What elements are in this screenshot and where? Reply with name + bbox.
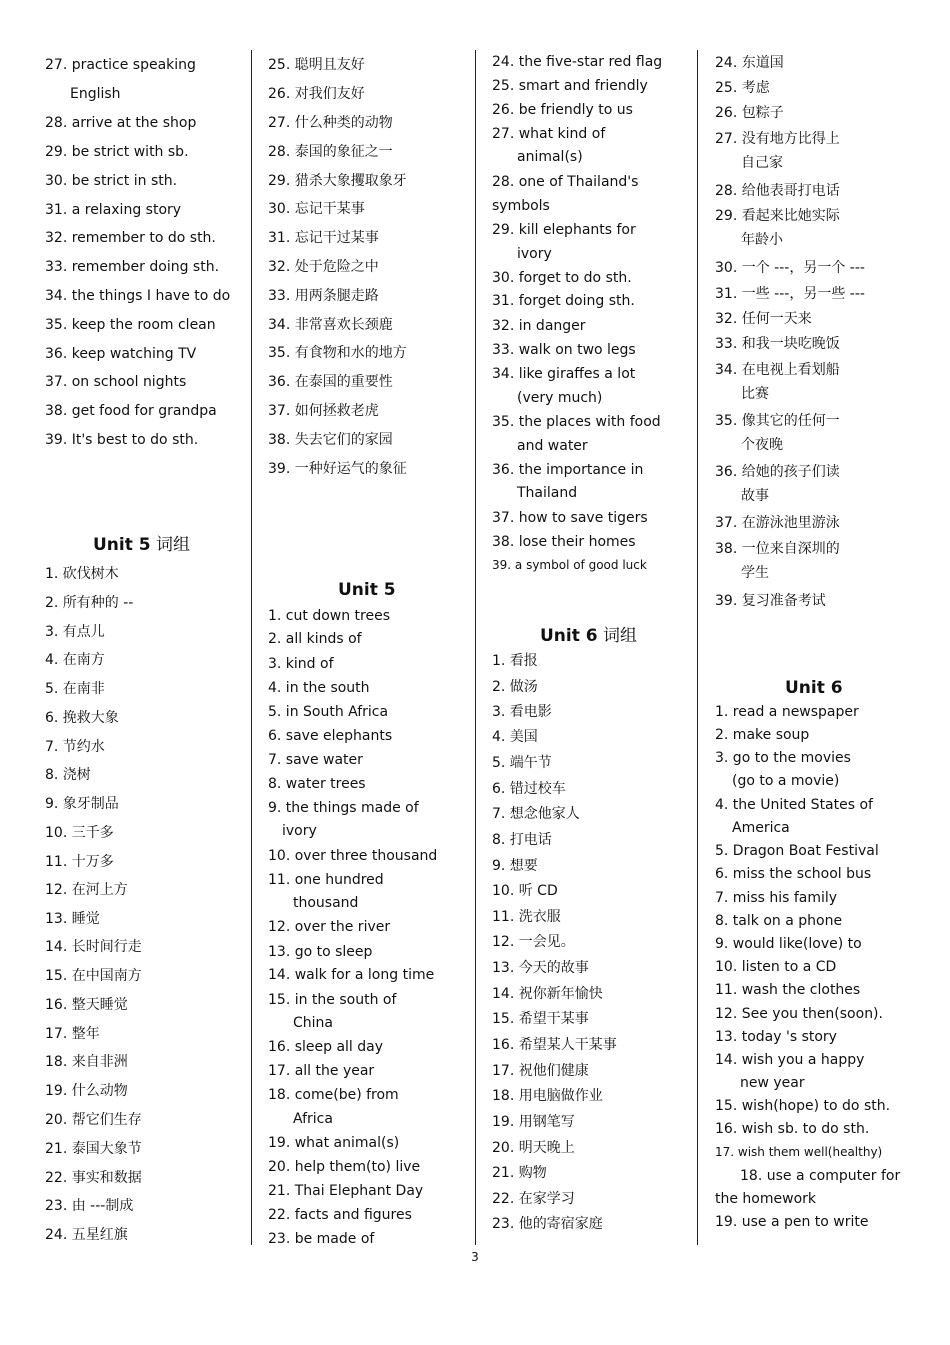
divider-1 bbox=[251, 50, 252, 1245]
list-item: 1. 砍伐树木 bbox=[45, 566, 119, 582]
list-item: 36. the importance in bbox=[492, 462, 644, 478]
list-item: 1. read a newspaper bbox=[715, 704, 859, 720]
list-item: 7. miss his family bbox=[715, 890, 838, 906]
list-item: 25. 聪明且友好 bbox=[268, 57, 365, 73]
list-item: 4. 美国 bbox=[492, 729, 538, 745]
section-heading-en: Unit 5 bbox=[93, 535, 151, 555]
list-item: 2. make soup bbox=[715, 727, 810, 743]
list-item: 16. 希望某人干某事 bbox=[492, 1037, 617, 1053]
list-item: 24. 五星红旗 bbox=[45, 1227, 128, 1243]
list-item: 34. the things I have to do bbox=[45, 288, 231, 304]
list-item: 38. 一位来自深圳的 bbox=[715, 541, 840, 557]
list-item: 6. miss the school bus bbox=[715, 866, 872, 882]
list-item: 23. 由 ---制成 bbox=[45, 1198, 134, 1214]
list-item: 11. 洗衣服 bbox=[492, 909, 561, 925]
section-heading bbox=[540, 624, 637, 648]
list-item: 27. what kind of bbox=[492, 126, 606, 142]
list-item: 35. the places with food bbox=[492, 414, 661, 430]
list-item: 3. 看电影 bbox=[492, 704, 552, 720]
list-item: 16. sleep all day bbox=[268, 1039, 384, 1055]
list-item: 33. walk on two legs bbox=[492, 342, 636, 358]
list-item: 30. 忘记干某事 bbox=[268, 201, 365, 217]
list-item: 28. 泰国的象征之一 bbox=[268, 144, 393, 160]
list-item: 29. be strict with sb. bbox=[45, 144, 189, 160]
list-item: Africa bbox=[293, 1111, 333, 1127]
list-item: 34. 非常喜欢长颈鹿 bbox=[268, 317, 393, 333]
list-item: 5. Dragon Boat Festival bbox=[715, 843, 879, 859]
list-item: 11. wash the clothes bbox=[715, 982, 861, 998]
list-item: (very much) bbox=[517, 390, 603, 406]
list-item: 26. 包粽子 bbox=[715, 105, 784, 121]
list-item: 37. how to save tigers bbox=[492, 510, 648, 526]
list-item: 11. 十万多 bbox=[45, 854, 114, 870]
list-item: 31. a relaxing story bbox=[45, 202, 182, 218]
divider-3 bbox=[697, 50, 698, 1245]
list-item: 5. 在南非 bbox=[45, 681, 105, 697]
list-item: 故事 bbox=[741, 488, 769, 504]
list-item: 14. 长时间行走 bbox=[45, 939, 142, 955]
list-item: 23. 他的寄宿家庭 bbox=[492, 1216, 603, 1232]
list-item: 15. 希望干某事 bbox=[492, 1011, 589, 1027]
divider-2 bbox=[475, 50, 476, 1245]
column-4 bbox=[715, 0, 915, 1250]
list-item: 6. 挽救大象 bbox=[45, 710, 119, 726]
list-item: 19. 什么动物 bbox=[45, 1083, 128, 1099]
list-item: 12. See you then(soon). bbox=[715, 1006, 883, 1022]
list-item: 22. 事实和数据 bbox=[45, 1170, 142, 1186]
list-item: 16. 整天睡觉 bbox=[45, 997, 128, 1013]
list-item: 19. what animal(s) bbox=[268, 1135, 400, 1151]
list-item: 36. 给她的孩子们读 bbox=[715, 464, 840, 480]
list-item: 23. be made of bbox=[268, 1231, 375, 1247]
list-item: 8. talk on a phone bbox=[715, 913, 843, 929]
list-item: symbols bbox=[492, 198, 550, 214]
list-item: 31. 一些 ---，另一些 --- bbox=[715, 286, 865, 302]
list-item: 22. 在家学习 bbox=[492, 1191, 575, 1207]
list-item: the homework bbox=[715, 1191, 816, 1207]
list-item: 25. 考虑 bbox=[715, 80, 770, 96]
list-item: new year bbox=[740, 1075, 805, 1091]
list-item: 1. 看报 bbox=[492, 653, 538, 669]
list-item: 21. Thai Elephant Day bbox=[268, 1183, 424, 1199]
list-item: 21. 购物 bbox=[492, 1165, 547, 1181]
list-item: America bbox=[732, 820, 790, 836]
list-item: 15. 在中国南方 bbox=[45, 968, 142, 984]
list-item: 37. 如何拯救老虎 bbox=[268, 403, 379, 419]
list-item: 自己家 bbox=[741, 155, 783, 171]
list-item: 29. kill elephants for bbox=[492, 222, 636, 238]
list-item: 17. 祝他们健康 bbox=[492, 1063, 589, 1079]
column-1 bbox=[45, 0, 245, 1250]
list-item: 28. one of Thailand's bbox=[492, 174, 639, 190]
list-item: 15. in the south of bbox=[268, 992, 397, 1008]
list-item: 13. today 's story bbox=[715, 1029, 837, 1045]
list-item: 18. 用电脑做作业 bbox=[492, 1088, 603, 1104]
list-item: 25. smart and friendly bbox=[492, 78, 648, 94]
list-item: 33. 和我一块吃晚饭 bbox=[715, 336, 840, 352]
list-item: 37. 在游泳池里游泳 bbox=[715, 515, 840, 531]
list-item: 30. forget to do sth. bbox=[492, 270, 632, 286]
list-item: 18. use a computer for bbox=[740, 1168, 901, 1184]
list-item: 27. practice speaking bbox=[45, 57, 196, 73]
list-item: 30. be strict in sth. bbox=[45, 173, 178, 189]
list-item: 39. It's best to do sth. bbox=[45, 432, 199, 448]
list-item: 4. in the south bbox=[268, 680, 370, 696]
list-item: 39. 复习准备考试 bbox=[715, 593, 826, 609]
list-item: 个夜晚 bbox=[741, 437, 783, 453]
list-item: 13. 睡觉 bbox=[45, 911, 100, 927]
list-item: 10. 三千多 bbox=[45, 825, 114, 841]
list-item: 9. the things made of bbox=[268, 800, 419, 816]
list-item: 20. help them(to) live bbox=[268, 1159, 421, 1175]
list-item: 9. 象牙制品 bbox=[45, 796, 119, 812]
list-item: 36. keep watching TV bbox=[45, 346, 197, 362]
section-heading bbox=[785, 676, 843, 700]
list-item: 3. 有点儿 bbox=[45, 624, 105, 640]
list-item: 4. the United States of bbox=[715, 797, 873, 813]
list-item: 21. 泰国大象节 bbox=[45, 1141, 142, 1157]
list-item: 3. kind of bbox=[268, 656, 334, 672]
list-item: 34. like giraffes a lot bbox=[492, 366, 636, 382]
list-item: 26. be friendly to us bbox=[492, 102, 633, 118]
list-item: 27. 什么种类的动物 bbox=[268, 115, 393, 131]
list-item: 18. 来自非洲 bbox=[45, 1054, 128, 1070]
list-item: 26. 对我们友好 bbox=[268, 86, 365, 102]
list-item: 5. in South Africa bbox=[268, 704, 389, 720]
list-item: 36. 在泰国的重要性 bbox=[268, 374, 393, 390]
list-item: 18. come(be) from bbox=[268, 1087, 399, 1103]
list-item: China bbox=[293, 1015, 333, 1031]
list-item: 2. all kinds of bbox=[268, 631, 362, 647]
list-item: 32. 任何一天来 bbox=[715, 311, 812, 327]
list-item: 14. wish you a happy bbox=[715, 1052, 865, 1068]
list-item: 19. use a pen to write bbox=[715, 1214, 869, 1230]
list-item: 31. 忘记干过某事 bbox=[268, 230, 379, 246]
section-heading-en: Unit 5 bbox=[338, 580, 396, 600]
list-item: 28. 给他表哥打电话 bbox=[715, 183, 840, 199]
list-item: 4. 在南方 bbox=[45, 652, 105, 668]
list-item: Thailand bbox=[517, 485, 578, 501]
list-item: 9. would like(love) to bbox=[715, 936, 862, 952]
list-item: 2. 所有种的 -- bbox=[45, 595, 134, 611]
list-item: 29. 看起来比她实际 bbox=[715, 208, 840, 224]
list-item: 33. remember doing sth. bbox=[45, 259, 220, 275]
list-item: 1. cut down trees bbox=[268, 608, 391, 624]
column-3 bbox=[492, 0, 692, 1250]
list-item: 3. go to the movies bbox=[715, 750, 851, 766]
list-item: animal(s) bbox=[517, 149, 583, 165]
list-item: 10. over three thousand bbox=[268, 848, 438, 864]
list-item: 28. arrive at the shop bbox=[45, 115, 197, 131]
list-item: 30. 一个 ---，另一个 --- bbox=[715, 260, 865, 276]
list-item: 32. in danger bbox=[492, 318, 586, 334]
list-item: 22. facts and figures bbox=[268, 1207, 412, 1223]
section-heading-en: Unit 6 bbox=[785, 678, 843, 698]
list-item: 8. 浇树 bbox=[45, 767, 91, 783]
list-item: 8. 打电话 bbox=[492, 832, 552, 848]
list-item: 29. 猎杀大象攫取象牙 bbox=[268, 173, 407, 189]
list-item: 年龄小 bbox=[741, 232, 783, 248]
list-item: (go to a movie) bbox=[732, 773, 840, 789]
list-item: 17. wish them well(healthy) bbox=[715, 1145, 883, 1159]
section-heading-en: Unit 6 bbox=[540, 626, 598, 646]
list-item: 7. 想念他家人 bbox=[492, 806, 580, 822]
list-item: 19. 用钢笔写 bbox=[492, 1114, 575, 1130]
list-item: 27. 没有地方比得上 bbox=[715, 131, 840, 147]
list-item: 38. get food for grandpa bbox=[45, 403, 217, 419]
list-item: 35. 有食物和水的地方 bbox=[268, 345, 407, 361]
list-item: 35. 像其它的任何一 bbox=[715, 413, 840, 429]
list-item: 7. save water bbox=[268, 752, 363, 768]
list-item: 34. 在电视上看划船 bbox=[715, 362, 840, 378]
list-item: 12. 一会见。 bbox=[492, 934, 575, 950]
list-item: 39. a symbol of good luck bbox=[492, 558, 647, 572]
list-item: 33. 用两条腿走路 bbox=[268, 288, 379, 304]
list-item: 15. wish(hope) to do sth. bbox=[715, 1098, 891, 1114]
page-number: 3 bbox=[471, 1250, 479, 1264]
section-heading bbox=[338, 578, 396, 602]
list-item: ivory bbox=[282, 823, 317, 839]
list-item: 32. remember to do sth. bbox=[45, 230, 216, 246]
column-2 bbox=[268, 0, 468, 1250]
list-item: 10. listen to a CD bbox=[715, 959, 837, 975]
list-item: thousand bbox=[293, 895, 359, 911]
list-item: 24. 东道国 bbox=[715, 55, 784, 71]
section-heading-cn: 词组 bbox=[150, 535, 191, 555]
list-item: 9. 想要 bbox=[492, 858, 538, 874]
list-item: 12. 在河上方 bbox=[45, 882, 128, 898]
list-item: and water bbox=[517, 438, 588, 454]
list-item: 12. over the river bbox=[268, 919, 391, 935]
list-item: 13. 今天的故事 bbox=[492, 960, 589, 976]
list-item: 13. go to sleep bbox=[268, 944, 373, 960]
list-item: 6. save elephants bbox=[268, 728, 393, 744]
list-item: 14. 祝你新年愉快 bbox=[492, 986, 603, 1002]
list-item: 35. keep the room clean bbox=[45, 317, 216, 333]
list-item: 11. one hundred bbox=[268, 872, 384, 888]
list-item: 10. 听 CD bbox=[492, 883, 558, 899]
list-item: 20. 帮它们生存 bbox=[45, 1112, 142, 1128]
list-item: 7. 节约水 bbox=[45, 739, 105, 755]
list-item: 32. 处于危险之中 bbox=[268, 259, 379, 275]
list-item: 5. 端午节 bbox=[492, 755, 552, 771]
list-item: 16. wish sb. to do sth. bbox=[715, 1121, 870, 1137]
section-heading-cn: 词组 bbox=[597, 626, 638, 646]
list-item: 17. 整年 bbox=[45, 1026, 100, 1042]
list-item: ivory bbox=[517, 246, 552, 262]
list-item: 20. 明天晚上 bbox=[492, 1140, 575, 1156]
list-item: 8. water trees bbox=[268, 776, 366, 792]
list-item: 38. 失去它们的家园 bbox=[268, 432, 393, 448]
list-item: 6. 错过校车 bbox=[492, 781, 566, 797]
list-item: 2. 做汤 bbox=[492, 679, 538, 695]
list-item: 比赛 bbox=[741, 386, 769, 402]
list-item: 37. on school nights bbox=[45, 374, 187, 390]
list-item: English bbox=[70, 86, 121, 102]
list-item: 17. all the year bbox=[268, 1063, 375, 1079]
list-item: 学生 bbox=[741, 565, 769, 581]
list-item: 14. walk for a long time bbox=[268, 967, 435, 983]
list-item: 24. the five-star red flag bbox=[492, 54, 663, 70]
list-item: 39. 一种好运气的象征 bbox=[268, 461, 407, 477]
list-item: 38. lose their homes bbox=[492, 534, 636, 550]
section-heading bbox=[93, 533, 190, 557]
list-item: 31. forget doing sth. bbox=[492, 293, 635, 309]
